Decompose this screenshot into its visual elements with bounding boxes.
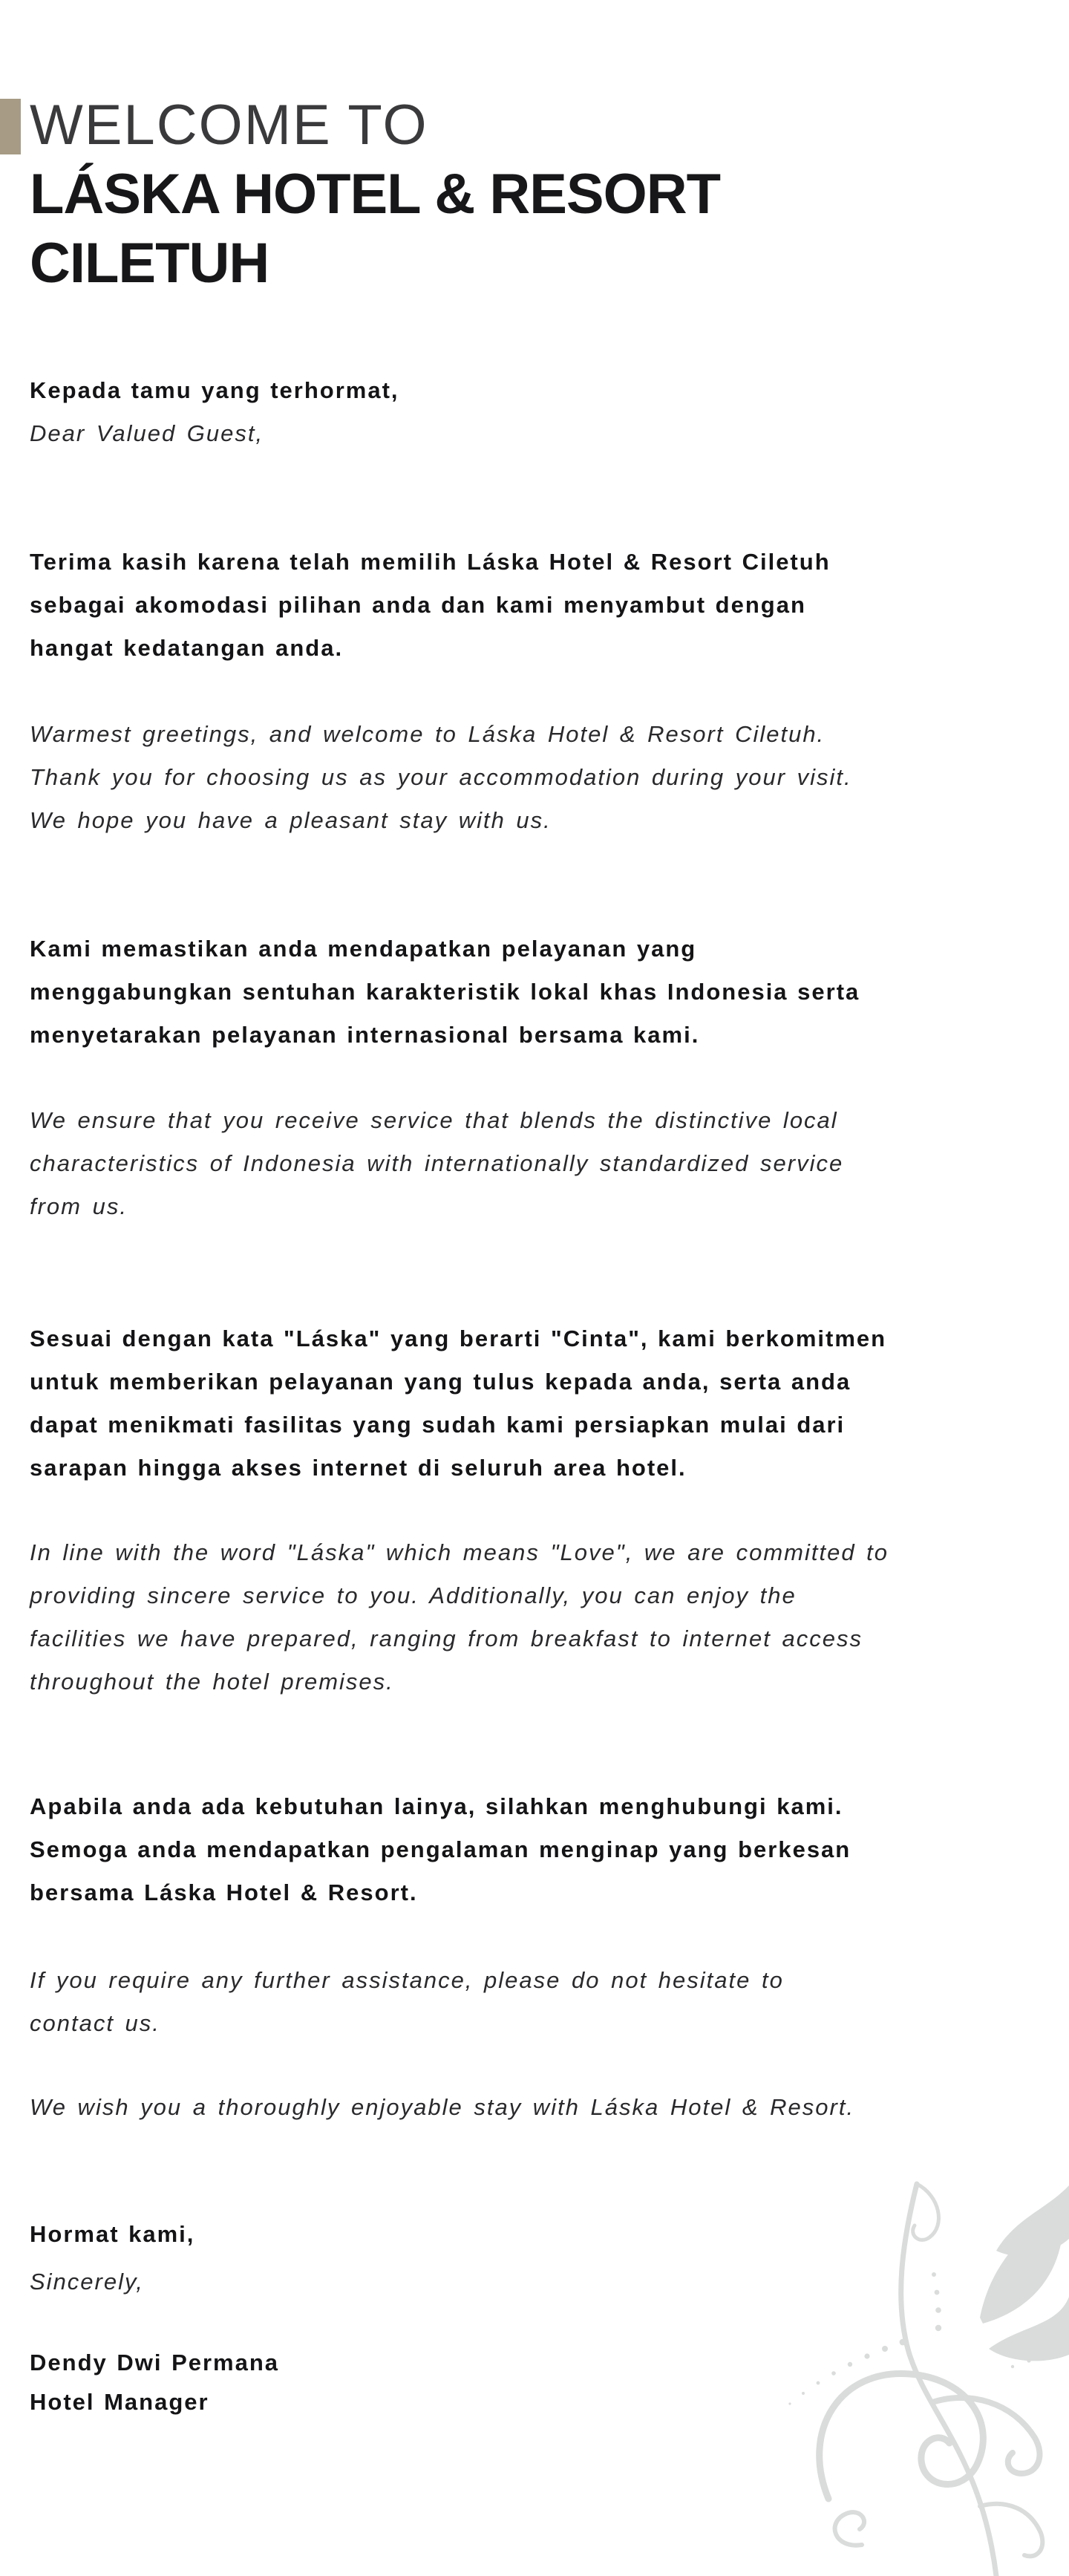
paragraph-line: Dear Valued Guest, [30, 420, 264, 446]
paragraph-gratitude-en [30, 713, 1039, 842]
paragraph-line: We ensure that you receive service that blends the distinctive local [30, 1107, 838, 1133]
paragraph-line: We hope you have a pleasant stay with us. [30, 807, 552, 833]
paragraph-line: Warmest greetings, and welcome to Láska Hotel & Resort Ciletuh. [30, 721, 826, 747]
paragraph-line: bersama Láska Hotel & Resort. [30, 1879, 418, 1905]
paragraph-line: Dendy Dwi Permana [30, 2350, 280, 2376]
paragraph-line: Thank you for choosing us as your accommodation during your visit. [30, 764, 852, 790]
paragraph-line: untuk memberikan pelayanan yang tulus kepada anda, serta anda [30, 1369, 851, 1395]
paragraph-assistance-id [30, 1785, 1039, 1914]
paragraph-line: Apabila anda ada kebutuhan lainya, silahkan menghubungi kami. [30, 1793, 843, 1819]
paragraph-line: Hotel Manager [30, 2389, 209, 2415]
paragraph-line: menggabungkan sentuhan karakteristik lokal khas Indonesia serta [30, 979, 860, 1005]
paragraph-line: throughout the hotel premises. [30, 1669, 394, 1695]
paragraph-assistance-en [30, 1959, 1039, 2045]
paragraph-laska-meaning-en [30, 1531, 1039, 1703]
paragraph-line: contact us. [30, 2010, 160, 2036]
paragraph-line: Kami memastikan anda mendapatkan pelayanan yang [30, 936, 697, 962]
floral-flourish-decoration [757, 2179, 1069, 2576]
hotel-name-title-line2: CILETUH [30, 232, 269, 295]
paragraph-laska-meaning-id [30, 1317, 1039, 1490]
paragraph-gratitude-id [30, 541, 1039, 670]
paragraph-line: hangat kedatangan anda. [30, 635, 344, 661]
paragraph-service-en [30, 1099, 1039, 1228]
paragraph-line: sebagai akomodasi pilihan anda dan kami menyambut dengan [30, 592, 806, 618]
paragraph-line: If you require any further assistance, please do not hesitate to [30, 1967, 784, 1993]
paragraph-line: Kepada tamu yang terhormat, [30, 377, 399, 403]
paragraph-line: Hormat kami, [30, 2221, 195, 2247]
hotel-name-title-line1: LÁSKA HOTEL & RESORT [30, 163, 721, 226]
paragraph-line: dapat menikmati fasilitas yang sudah kami persiapkan mulai dari [30, 1412, 846, 1438]
paragraph-line: sarapan hingga akses internet di seluruh area hotel. [30, 1455, 687, 1481]
paragraph-line: facilities we have prepared, ranging from breakfast to internet access [30, 1626, 863, 1651]
paragraph-wish-en [30, 2086, 1039, 2129]
paragraph-line: from us. [30, 1193, 128, 1219]
paragraph-service-id [30, 927, 1039, 1057]
paragraph-line: characteristics of Indonesia with internationally standardized service [30, 1150, 844, 1176]
letter-header [30, 91, 720, 298]
paragraph-line: In line with the word "Láska" which means "Love", we are committed to [30, 1539, 889, 1565]
paragraph-line: Sesuai dengan kata "Láska" yang berarti "Cinta", kami berkomitmen [30, 1326, 887, 1351]
paragraph-line: We wish you a thoroughly enjoyable stay with Láska Hotel & Resort. [30, 2094, 855, 2120]
paragraph-line: providing sincere service to you. Additionally, you can enjoy the [30, 1582, 797, 1608]
paragraph-line: Terima kasih karena telah memilih Láska Hotel & Resort Ciletuh [30, 549, 831, 575]
paragraph-line: Sincerely, [30, 2269, 144, 2295]
accent-square [0, 99, 21, 154]
paragraph-line: menyetarakan pelayanan internasional bersama kami. [30, 1022, 700, 1048]
salutation-en [30, 412, 1039, 455]
paragraph-line: Semoga anda mendapatkan pengalaman menginap yang berkesan [30, 1836, 851, 1862]
salutation-id [30, 369, 1039, 412]
header-eyebrow: WELCOME TO [30, 94, 428, 157]
